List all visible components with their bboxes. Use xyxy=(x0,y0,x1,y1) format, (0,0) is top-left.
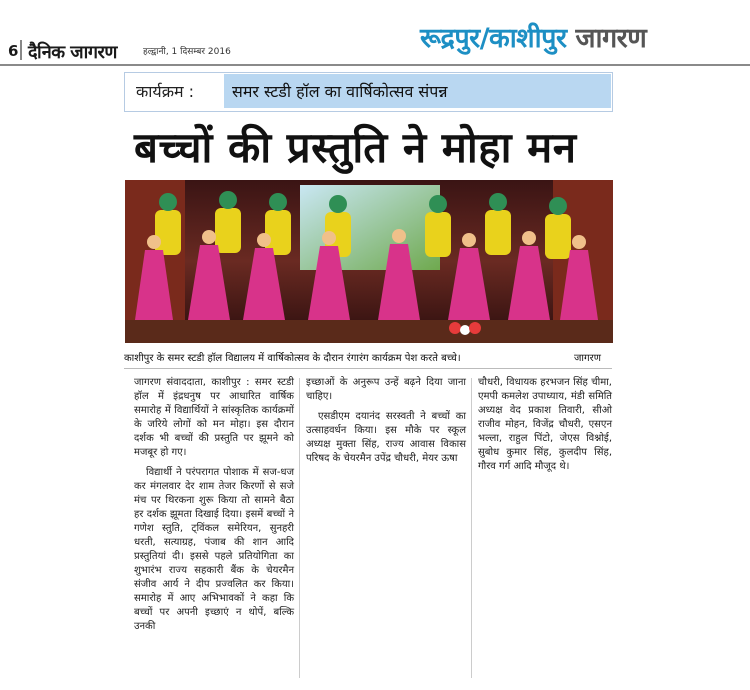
article-column-1 xyxy=(134,376,294,640)
column-divider xyxy=(471,378,472,678)
edition-brand: जागरण xyxy=(575,23,647,54)
article-column-3 xyxy=(478,376,612,480)
headline: बच्चों की प्रस्तुति ने मोहा मन xyxy=(134,123,577,172)
photo-caption: काशीपुर के समर स्टडी हॉल विद्यालय में वार्षिकोत्सव के दौरान रंगारंग कार्यक्रम पेश करते बच्चे। xyxy=(124,353,461,364)
article-paragraph: विद्यार्थी ने परंपरागत पोशाक में सज-धज कर मंगलवार देर शाम तेजर किरणों से सजे मंच पर थिरकना शुरू किया तो सामने बैठा हर दर्शक झूमता दिखाई दिया। इसमें बच्चों ने गणेश स्तुति, ट्विंकल समेरियन, सुनहरी धरती, सत्याग्रह, पंजाब की शान आदि प्रस्तुतियां दी। इससे पहले प्रतियोगिता का शुभारंभ राज्य सहकारी बैंक के चेयरमैन संजीव आर्य ने दीप प्रज्वलित कर किया। समारोह में आए अभिभावकों ने कहा कि बच्चों पर अपनी इच्छाएं न थोपें, बल्कि उनकी xyxy=(134,467,294,632)
kicker-label: कार्यक्रम : xyxy=(136,82,195,101)
page-number: 6 xyxy=(8,42,19,60)
article-paragraph: चौधरी, विधायक हरभजन सिंह चीमा, एमपी कमलेश उपाध्याय, मंडी समिति अध्यक्ष वेद प्रकाश तिवारी, सीओ राजीव मोहन, विजेंद्र चौधरी, एसएन भल्ला, राहुल पिंटो, जेएस विश्नोई, सुबोध कुमार सिंह, कुलदीप सिंह, गौरव गर्ग आदि मौजूद थे। xyxy=(478,377,612,472)
photo-credit: जागरण xyxy=(574,353,601,364)
article-paragraph: इच्छाओं के अनुरूप उन्हें बढ़ने दिया जाना चाहिए। xyxy=(306,377,466,402)
news-photo xyxy=(125,180,613,343)
edition-city: रूद्रपुर/काशीपुर xyxy=(420,23,567,54)
edition-date: हल्द्वानी, 1 दिसम्बर 2016 xyxy=(143,47,231,57)
article-paragraph: एसडीएम दयानंद सरस्वती ने बच्चों का उत्साहवर्धन किया। इस मौके पर स्कूल अध्यक्ष मुक्ता सिंह, राज्य आवास विकास परिषद के चेयरमैन उपेंद्र चौधरी, मेयर ऊषा xyxy=(306,411,466,464)
paper-name: दैनिक जागरण xyxy=(28,42,117,63)
article-column-2 xyxy=(306,376,466,472)
stage-performance-image xyxy=(125,180,613,343)
caption-rule xyxy=(124,368,612,369)
article-paragraph: जागरण संवाददाता, काशीपुर : समर स्टडी हॉल में इंद्रधनुष पर आधारित वार्षिक समारोह में विद्यार्थियों ने सांस्कृतिक कार्यक्रमों के जरिये लोगों को मन मोहा। इस दौरान दर्शक भी बच्चों की प्रस्तुति पर झूमने को मजबूर हो गए। xyxy=(134,377,294,458)
kicker-text: समर स्टडी हॉल का वार्षिकोत्सव संपन्न xyxy=(232,82,448,101)
edition-title xyxy=(420,18,646,55)
masthead-separator xyxy=(20,40,22,60)
column-divider xyxy=(299,378,300,678)
masthead-rule xyxy=(0,64,750,66)
